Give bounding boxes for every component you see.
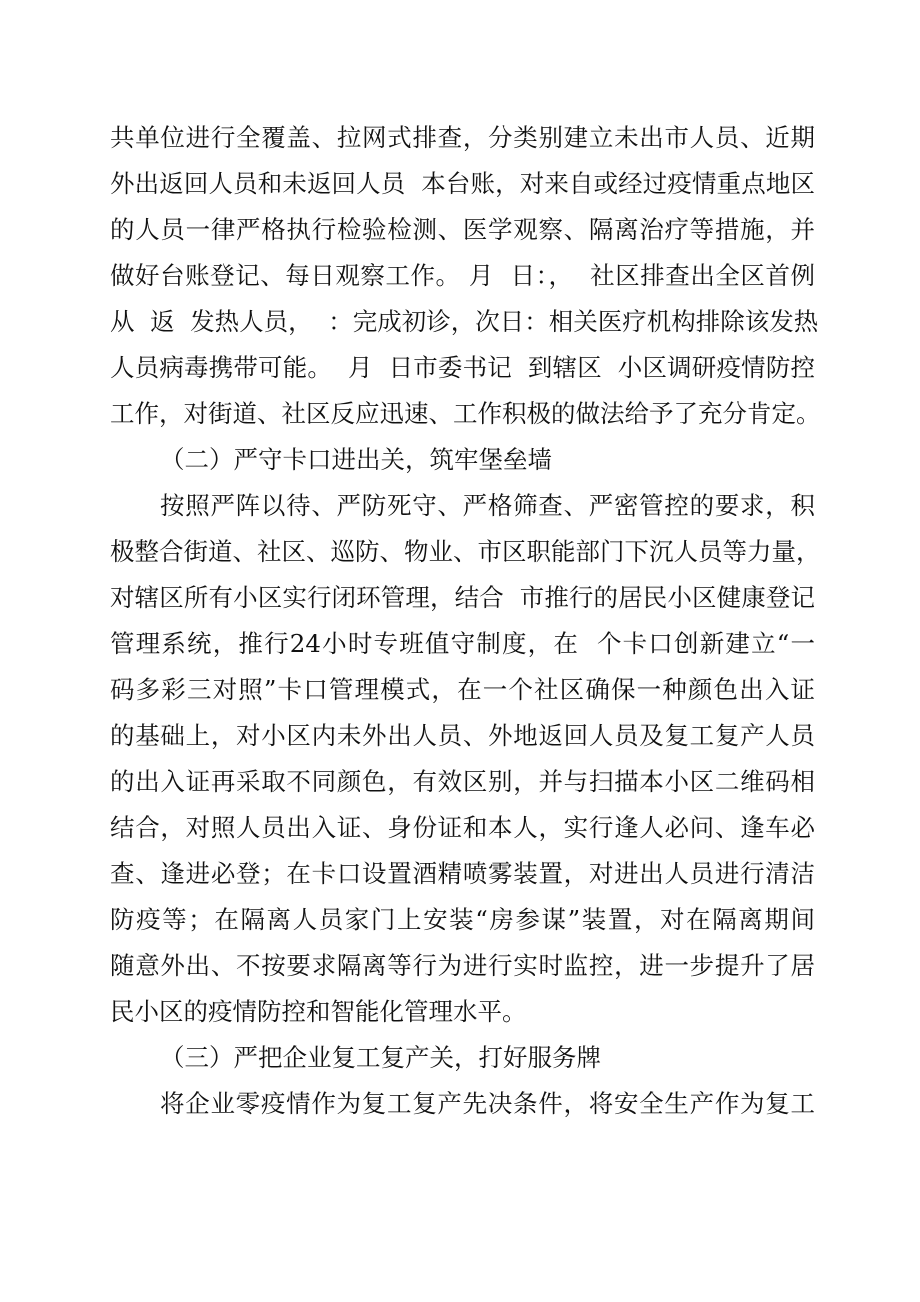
paragraph-line: 查、逢进必登；在卡口设置酒精喷雾装置，对进出人员进行清洁 (110, 859, 815, 888)
paragraph-line: 外出返回人员和未返回人员 本台账，对来自或经过疫情重点地区 (110, 169, 815, 198)
paragraph-line: 按照严阵以待、严防死守、严格筛查、严密管控的要求，积 (160, 491, 815, 520)
paragraph-line: 管理系统，推行24小时专班值守制度，在 个卡口创新建立“一 (110, 629, 815, 658)
paragraph-line: 的人员一律严格执行检验检测、医学观察、隔离治疗等措施，并 (110, 215, 815, 244)
paragraph-line: 民小区的疫情防控和智能化管理水平。 (110, 997, 527, 1026)
paragraph-line: 共单位进行全覆盖、拉网式排查，分类别建立未出市人员、近期 (110, 123, 815, 152)
paragraph-line: 从 返 发热人员， ：完成初诊，次日：相关医疗机构排除该发热 (110, 307, 819, 336)
paragraph-line: 人员病毒携带可能。 月 日市委书记 到辖区 小区调研疫情防控 (110, 353, 815, 382)
paragraph-line: 将企业零疫情作为复工复产先决条件，将安全生产作为复工 (160, 1089, 815, 1118)
section-heading-2: （二）严守卡口进出关，筑牢堡垒墙 (160, 445, 552, 474)
paragraph-line: 的出入证再采取不同颜色，有效区别，并与扫描本小区二维码相 (110, 767, 815, 796)
paragraph-line: 对辖区所有小区实行闭环管理，结合 市推行的居民小区健康登记 (110, 583, 815, 612)
paragraph-line: 极整合街道、社区、巡防、物业、市区职能部门下沉人员等力量， (110, 537, 821, 566)
section-heading-3: （三）严把企业复工复产关，打好服务牌 (160, 1043, 601, 1072)
paragraph-line: 的基础上，对小区内未外出人员、外地返回人员及复工复产人员 (110, 721, 815, 750)
paragraph-line: 码多彩三对照”卡口管理模式，在一个社区确保一种颜色出入证 (110, 675, 815, 704)
paragraph-line: 工作，对街道、社区反应迅速、工作积极的做法给予了充分肯定。 (110, 399, 821, 428)
paragraph-line: 随意外出、不按要求隔离等行为进行实时监控，进一步提升了居 (110, 951, 815, 980)
paragraph-line: 结合，对照人员出入证、身份证和本人，实行逢人必问、逢车必 (110, 813, 815, 842)
paragraph-line: 做好台账登记、每日观察工作。 月 日：， 社区排查出全区首例 (110, 261, 815, 290)
paragraph-line: 防疫等；在隔离人员家门上安装“房参谋”装置，对在隔离期间 (110, 905, 815, 934)
